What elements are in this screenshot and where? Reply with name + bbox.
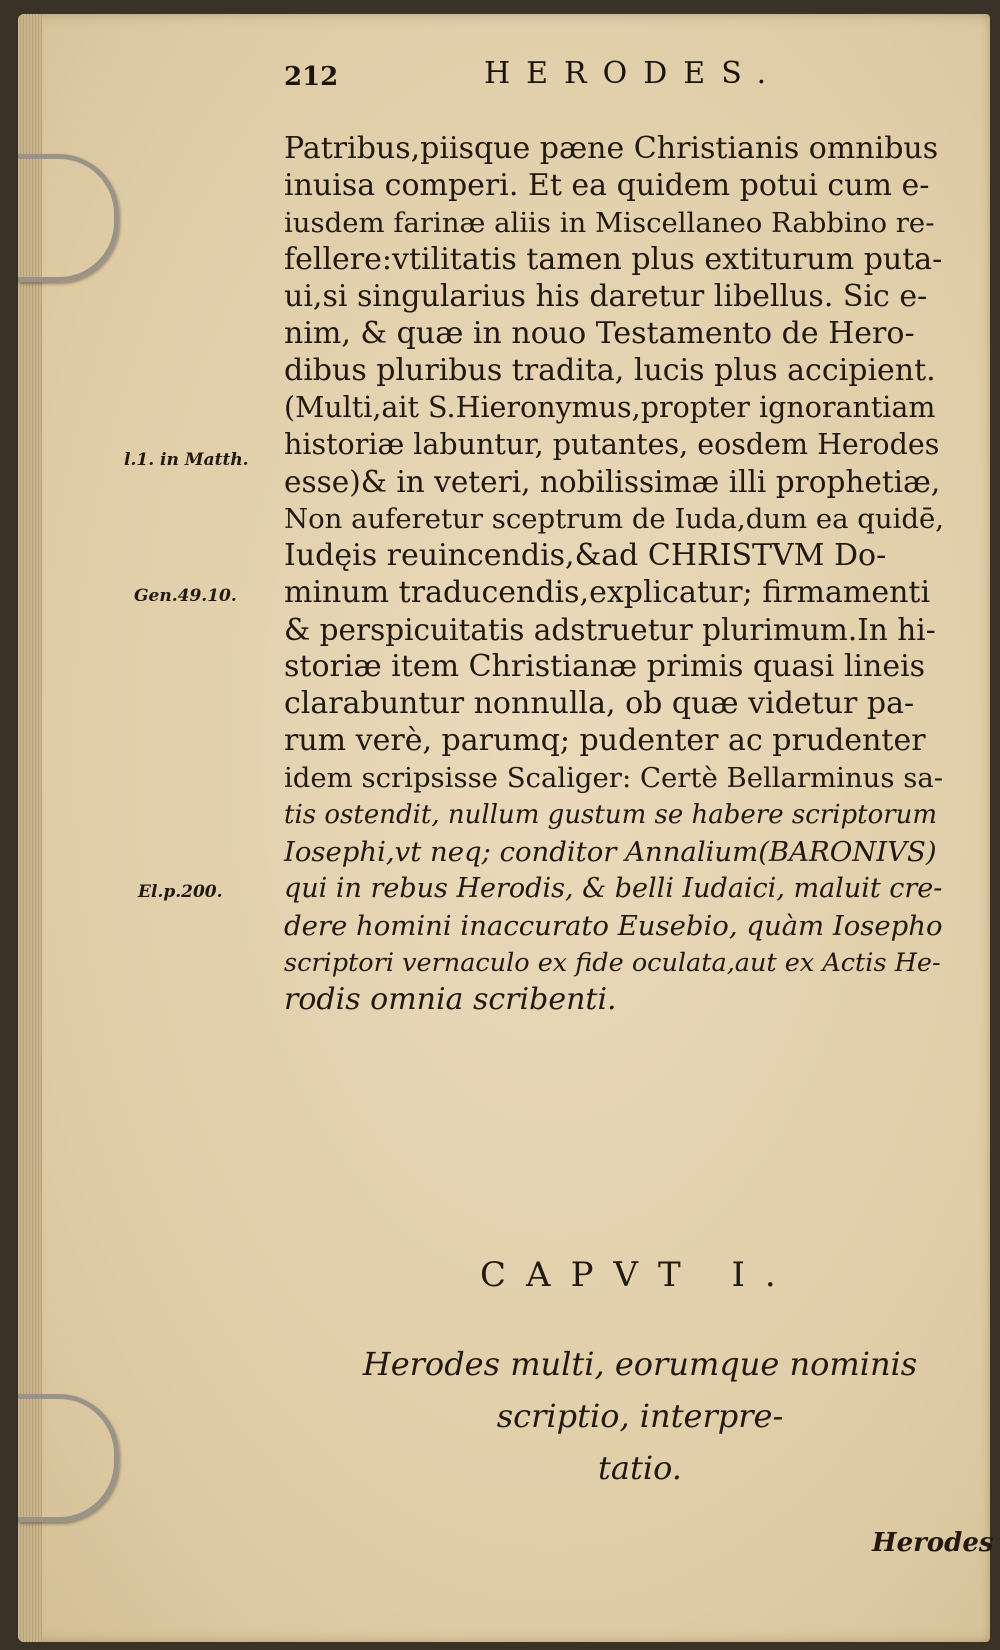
text-line: fellere:vtilitatis tamen plus extiturum puta-	[284, 242, 943, 277]
text-line: dere homini inaccurato Eusebio, quàm Iosepho	[284, 910, 943, 942]
text-line: dibus pluribus tradita, lucis plus accipient.	[284, 353, 936, 388]
chapter-heading: CAPVT I.	[480, 1255, 796, 1295]
text-line: clarabuntur nonnulla, ob quæ videtur pa-	[284, 686, 915, 721]
text-line: rodis omnia scribenti.	[284, 982, 617, 1017]
text-line: inuisa comperi. Et ea quidem potui cum e-	[284, 168, 930, 203]
text-line: & perspicuitatis adstruetur plurimum.In hi-	[284, 613, 936, 647]
chapter-subtitle-line: tatio.	[598, 1449, 682, 1487]
text-line: Patribus,piisque pæne Christianis omnibus	[284, 131, 939, 166]
text-line: qui in rebus Herodis, & belli Iudaici, maluit cre-	[284, 873, 943, 904]
text-line: historiæ labuntur, putantes, eosdem Herodes	[284, 428, 940, 461]
running-title: HERODES.	[484, 56, 783, 91]
text-line: minum traducendis,explicatur; firmamenti	[284, 575, 931, 610]
text-line: scriptori vernaculo ex fide oculata,aut ex Actis He-	[284, 948, 941, 978]
text-line: rum verè, parumq; pudenter ac prudenter	[284, 723, 926, 758]
page-number: 212	[284, 62, 339, 92]
margin-note: l.1. in Matth.	[124, 450, 249, 470]
text-line: tis ostendit, nullum gustum se habere scriptorum	[284, 800, 938, 830]
text-line: ui,si singularius his daretur libellus. Sic e-	[284, 279, 928, 314]
text-line: iusdem farinæ aliis in Miscellaneo Rabbino re-	[284, 207, 935, 239]
text-line: Non auferetur sceptrum de Iuda,dum ea quidē,	[284, 503, 945, 535]
text-line: Iudęis reuincendis,&ad CHRISTVM Do-	[284, 538, 887, 573]
clip-top	[18, 154, 119, 282]
text-line: storiæ item Christianæ primis quasi lineis	[284, 649, 926, 684]
clip-bottom	[18, 1394, 119, 1522]
page-header	[284, 56, 844, 102]
text-line: (Multi,ait S.Hieronymus,propter ignorantiam	[284, 391, 936, 424]
text-line: Iosephi,vt neq; conditor Annalium(BARONIVS)	[284, 836, 937, 868]
catchword: Herodes	[872, 1528, 994, 1558]
chapter-subtitle-line: scriptio, interpre-	[496, 1397, 784, 1435]
margin-note: Gen.49.10.	[134, 586, 237, 606]
text-line: nim, & quæ in nouo Testamento de Hero-	[284, 316, 915, 351]
text-line: idem scripsisse Scaliger: Certè Bellarminus sa-	[284, 762, 944, 794]
text-line: esse)& in veteri, nobilissimæ illi prophetiæ,	[284, 465, 941, 499]
chapter-subtitle-line: Herodes multi, eorumque nominis	[362, 1345, 918, 1383]
margin-note: El.p.200.	[138, 882, 223, 902]
